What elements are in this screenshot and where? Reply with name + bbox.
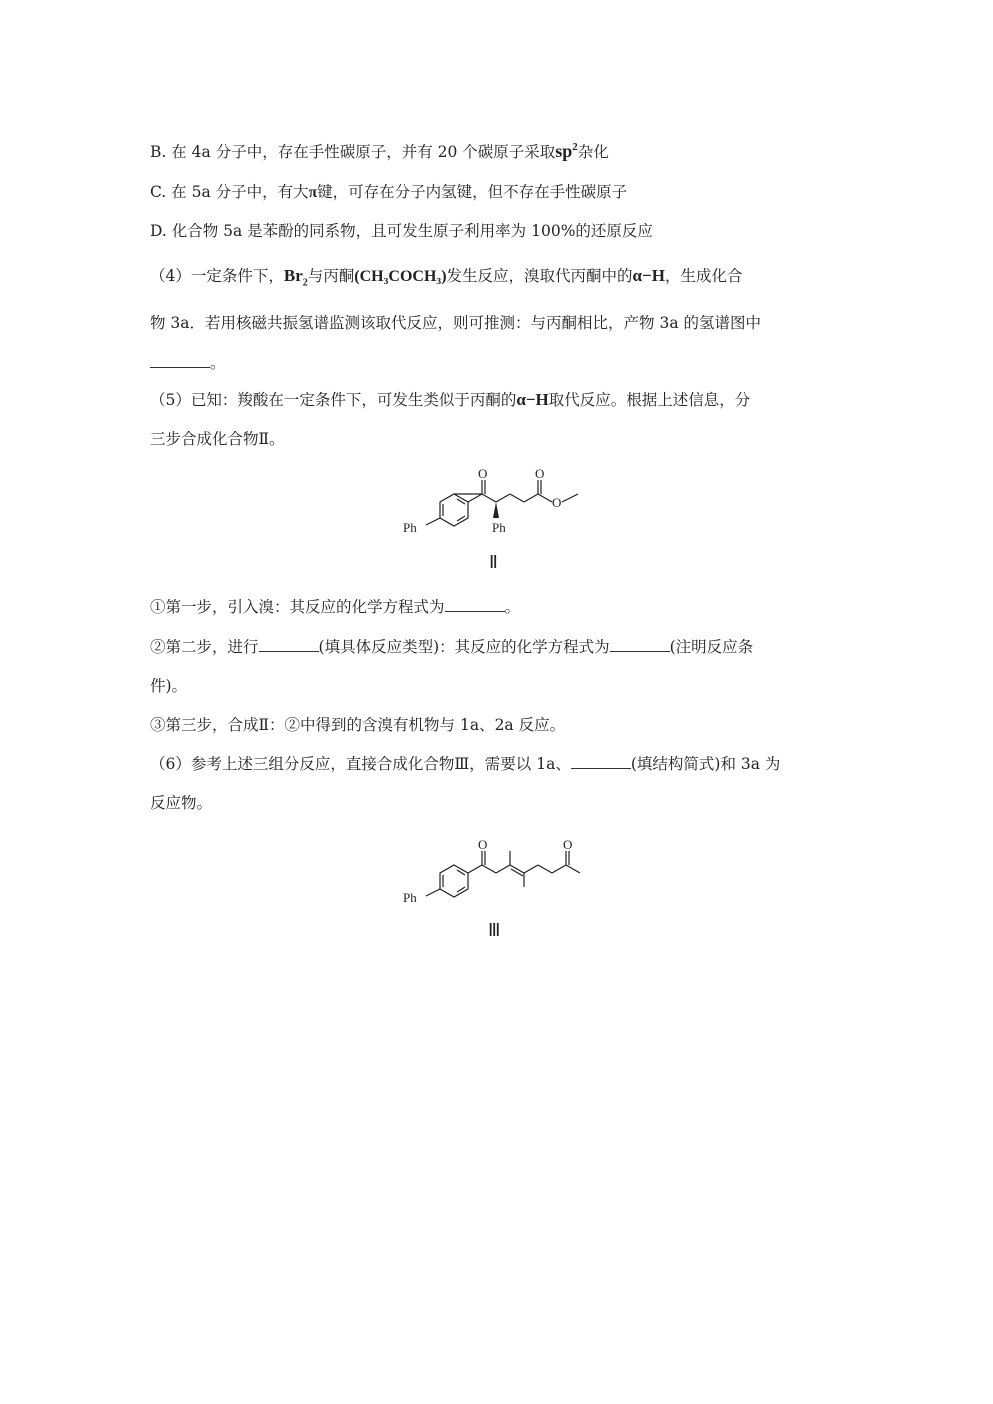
compound-iii-caption: Ⅲ bbox=[488, 920, 501, 940]
question-6-line-2: 反应物。 bbox=[150, 794, 213, 812]
ph-label: Ph bbox=[403, 890, 417, 905]
answer-blank[interactable] bbox=[571, 754, 631, 769]
option-b: B. 在 4a 分子中，存在手性碳原子，并有 20 个碳原子采取$sp^2$杂化 bbox=[150, 141, 609, 161]
sp-formula: $sp^2$ bbox=[555, 141, 578, 161]
alpha-h: α−H bbox=[516, 390, 549, 409]
ph-label-2: Ph bbox=[492, 520, 506, 535]
question-5-line-1: （5）已知：羧酸在一定条件下，可发生类似于丙酮的α−H取代反应。根据上述信息，分 bbox=[150, 390, 751, 409]
step-1: ①第一步，引入溴：其反应的化学方程式为 。 bbox=[150, 598, 521, 616]
molecule-ii-structure bbox=[398, 466, 608, 546]
pi-symbol: π bbox=[308, 184, 318, 201]
compound-ii-caption: Ⅱ bbox=[489, 552, 498, 572]
step-2-line-2: 件)。 bbox=[150, 677, 188, 695]
step-3: ③第三步，合成Ⅱ：②中得到的含溴有机物与 1a、2a 反应。 bbox=[150, 716, 566, 734]
alpha-h: α−H bbox=[632, 266, 665, 285]
molecule-iii-structure bbox=[398, 835, 608, 910]
acetone-formula: (CH₃COCH₃) bbox=[354, 268, 447, 285]
answer-blank[interactable] bbox=[445, 597, 505, 612]
question-5-line-2: 三步合成化合物Ⅱ。 bbox=[150, 430, 285, 448]
oxygen-label: O bbox=[563, 837, 573, 852]
oxygen-label: O bbox=[552, 495, 562, 510]
answer-blank[interactable] bbox=[150, 353, 210, 368]
question-4-line-3: 。 bbox=[150, 353, 226, 373]
answer-blank[interactable] bbox=[610, 637, 670, 652]
question-4-line-2: 物 3a．若用核磁共振氢谱监测该取代反应，则可推测：与丙酮相比，产物 3a 的氢谱图中 bbox=[150, 314, 761, 332]
option-c: C. 在 5a 分子中，有大π键，可存在分子内氢键，但不存在手性碳原子 bbox=[150, 183, 628, 201]
answer-blank[interactable] bbox=[259, 637, 319, 652]
question-4-line-1: （4）一定条件下，$Br_2$与丙酮(CH₃COCH₃)发生反应，溴取代丙酮中的α−H，生成化合 bbox=[150, 266, 743, 289]
br2-formula: $Br_2$ bbox=[283, 266, 308, 289]
question-6-line-1: （6）参考上述三组分反应，直接合成化合物Ⅲ，需要以 1a、 (填结构简式)和 3a 为 bbox=[150, 755, 781, 773]
option-b-text: B. 在 4a 分子中，存在手性碳原子，并有 20 个碳原子采取 bbox=[150, 143, 556, 161]
option-d: D. 化合物 5a 是苯酚的同系物，且可发生原子利用率为 100%的还原反应 bbox=[150, 222, 653, 240]
oxygen-label: O bbox=[478, 837, 488, 852]
step-2-line-1: ②第二步，进行 (填具体反应类型)：其反应的化学方程式为 (注明反应条 bbox=[150, 638, 754, 656]
oxygen-label: O bbox=[478, 466, 488, 481]
oxygen-label: O bbox=[535, 466, 545, 481]
ph-label-1: Ph bbox=[403, 520, 417, 535]
